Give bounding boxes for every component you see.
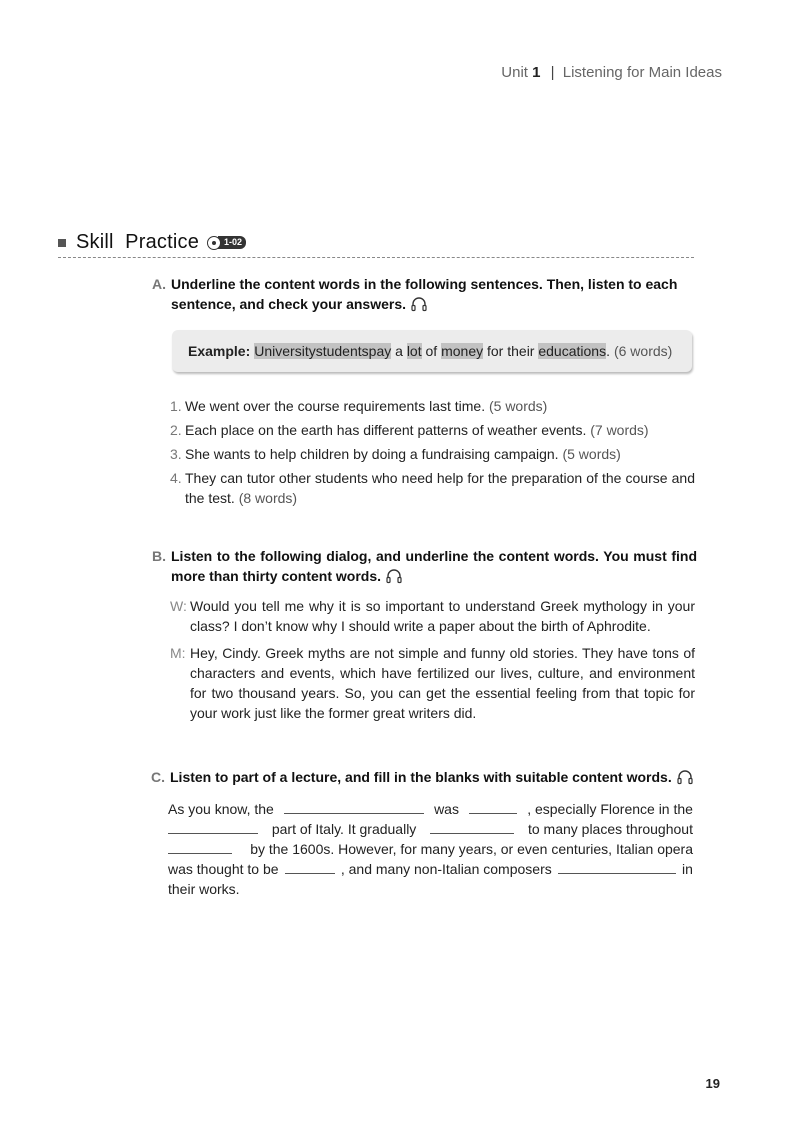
cd-icon bbox=[207, 236, 221, 250]
part-c-letter: C. bbox=[151, 769, 165, 785]
answer-blank[interactable] bbox=[284, 799, 424, 814]
part-b-letter: B. bbox=[152, 548, 166, 564]
cloze-line: their works. bbox=[168, 881, 240, 897]
square-bullet-icon bbox=[58, 239, 66, 247]
dialog-line: W: Would you tell me why it is so important to understand Greek mythology in your class? I don’t know why I should write a paper about the birth of Aphrodite. bbox=[170, 598, 695, 634]
example-box bbox=[172, 330, 692, 372]
track-number: 1-02 bbox=[218, 236, 246, 249]
list-item: 3. She wants to help children by doing a fundraising campaign. (5 words) bbox=[170, 446, 621, 462]
cloze-line: by the 1600s. However, for many years, or even centuries, Italian opera bbox=[168, 839, 693, 859]
header-separator: | bbox=[550, 64, 555, 81]
list-item: 4. They can tutor other students who need help for the preparation of the course and the test. (8 words) bbox=[170, 470, 695, 506]
highlighted-word: money bbox=[441, 343, 484, 359]
headphones-icon bbox=[385, 568, 403, 584]
highlighted-word: students bbox=[315, 343, 369, 359]
word-count: (6 words) bbox=[613, 343, 673, 359]
part-b-text: Listen to the following dialog, and underline the content words. You must find more than thirty content words. bbox=[171, 548, 697, 584]
highlighted-word: educations bbox=[538, 343, 607, 359]
section-divider bbox=[58, 257, 694, 258]
list-item: 1. We went over the course requirements last time. (5 words) bbox=[170, 398, 548, 414]
dialog-line: M: Hey, Cindy. Greek myths are not simple and funny old stories. They have tons of characters and events, which have fertilized our lives, culture, and environment for two thousand years. So, you can get the essential feeling from that topic for your work just like the former great writers did. bbox=[170, 645, 695, 721]
dialog bbox=[170, 596, 695, 730]
answer-blank[interactable] bbox=[168, 839, 232, 854]
part-b-instruction bbox=[152, 546, 697, 586]
example-text: a bbox=[391, 343, 407, 359]
part-c-instruction bbox=[151, 767, 696, 787]
speaker-label: M: bbox=[170, 645, 186, 661]
highlighted-word: University bbox=[254, 343, 316, 359]
cloze-passage bbox=[168, 799, 693, 899]
highlighted-word: pay bbox=[368, 343, 392, 359]
section-heading bbox=[58, 231, 246, 254]
answer-blank[interactable] bbox=[558, 859, 676, 874]
example-label: Example: bbox=[188, 343, 251, 359]
example-text: . bbox=[606, 343, 610, 359]
headphones-icon bbox=[676, 769, 694, 785]
part-a-letter: A. bbox=[152, 276, 166, 292]
answer-blank[interactable] bbox=[285, 859, 335, 874]
page-number: 19 bbox=[705, 1076, 720, 1091]
part-c-text: Listen to part of a lecture, and fill in the blanks with suitable content words. bbox=[170, 769, 672, 785]
answer-blank[interactable] bbox=[430, 819, 514, 834]
part-a-instruction bbox=[152, 274, 697, 314]
cloze-line: was thought to be , and many non-Italian composers in bbox=[168, 861, 693, 877]
speaker-label: W: bbox=[170, 598, 187, 614]
part-a-text: Underline the content words in the following sentences. Then, listen to each sentence, and check your answers. bbox=[171, 276, 678, 312]
section-title: Skill Practice bbox=[76, 231, 200, 253]
answer-blank[interactable] bbox=[469, 799, 517, 814]
cloze-line: As you know, the was , especially Florence in the bbox=[168, 801, 693, 817]
audio-track-badge bbox=[207, 236, 246, 250]
unit-number: 1 bbox=[532, 64, 541, 81]
unit-label: Unit bbox=[501, 64, 528, 81]
answer-blank[interactable] bbox=[168, 819, 258, 834]
running-header bbox=[501, 64, 722, 81]
highlighted-word: lot bbox=[406, 343, 422, 359]
list-item: 2. Each place on the earth has different patterns of weather events. (7 words) bbox=[170, 422, 649, 438]
cloze-line: part of Italy. It gradually to many places throughout bbox=[168, 819, 693, 839]
example-text: of bbox=[421, 343, 442, 359]
example-text: for their bbox=[483, 343, 539, 359]
sentence-list bbox=[170, 396, 695, 512]
chapter-title: Listening for Main Ideas bbox=[562, 64, 722, 81]
headphones-icon bbox=[410, 296, 428, 312]
